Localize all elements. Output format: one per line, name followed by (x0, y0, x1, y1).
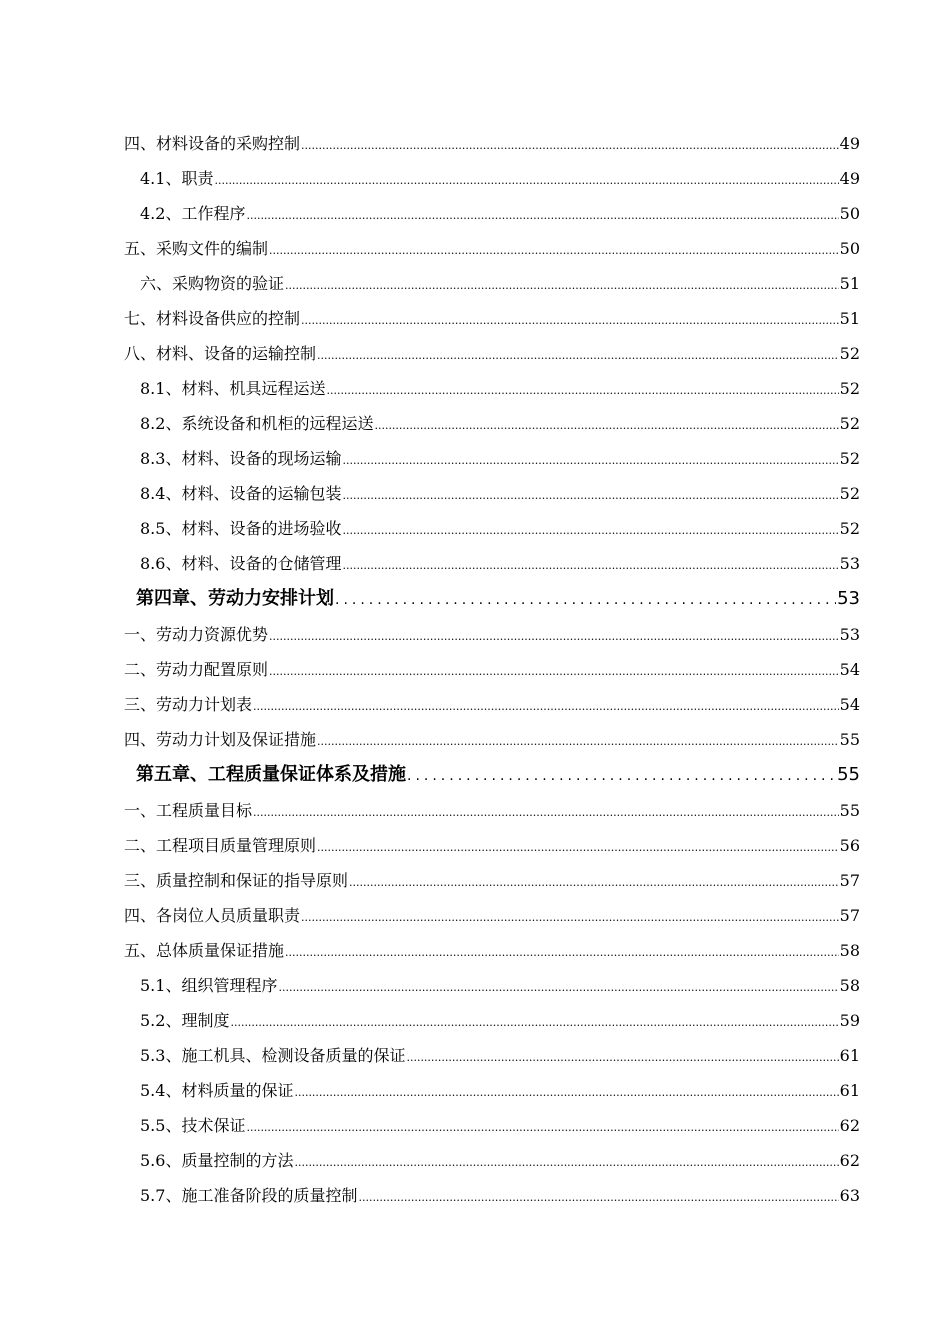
toc-dot-leader (342, 448, 838, 474)
toc-chapter-entry[interactable] (136, 586, 860, 612)
toc-dot-leader (407, 763, 836, 789)
toc-entry[interactable] (124, 868, 860, 894)
toc-dot-leader (335, 587, 836, 613)
toc-dot-leader (246, 1115, 838, 1141)
toc-dot-leader (326, 378, 838, 404)
toc-entry-page: 57 (839, 906, 860, 925)
toc-entry-label: 三、质量控制和保证的指导原则 (124, 871, 349, 890)
toc-entry-page: 63 (839, 1186, 860, 1205)
toc-entry-label: 4.2、工作程序 (140, 204, 246, 223)
toc-entry-label: 六、采购物资的验证 (140, 274, 285, 293)
toc-dot-leader (301, 905, 839, 931)
toc-entry[interactable] (124, 306, 860, 332)
toc-entry-page: 50 (839, 239, 860, 258)
toc-entry-page: 54 (839, 660, 860, 679)
toc-entry-label: 四、材料设备的采购控制 (124, 134, 301, 153)
toc-dot-leader (374, 413, 838, 439)
toc-entry-page: 59 (839, 1011, 860, 1030)
toc-entry-label: 三、劳动力计划表 (124, 695, 253, 714)
toc-dot-leader (349, 870, 839, 896)
toc-entry-label: 5.7、施工准备阶段的质量控制 (140, 1186, 358, 1205)
toc-dot-leader (269, 238, 839, 264)
toc-entry[interactable] (140, 1008, 860, 1034)
toc-dot-leader (358, 1185, 838, 1211)
toc-chapter-label: 第五章、工程质量保证体系及措施 (136, 764, 406, 785)
toc-entry-label: 一、工程质量目标 (124, 801, 253, 820)
toc-dot-leader (278, 975, 838, 1001)
toc-entry-page: 54 (839, 695, 860, 714)
toc-entry[interactable] (124, 622, 860, 648)
toc-chapter-label: 第四章、劳动力安排计划 (136, 588, 334, 609)
toc-entry[interactable] (124, 131, 860, 157)
toc-dot-leader (301, 308, 839, 334)
toc-entry-page: 49 (839, 169, 860, 188)
toc-entry[interactable] (124, 727, 860, 753)
toc-entry-label: 5.6、质量控制的方法 (140, 1151, 294, 1170)
toc-entry-page: 52 (839, 344, 860, 363)
toc-entry[interactable] (140, 973, 860, 999)
toc-entry[interactable] (140, 1183, 860, 1209)
toc-dot-leader (246, 203, 838, 229)
toc-entry-label: 5.2、理制度 (140, 1011, 230, 1030)
toc-dot-leader (294, 1150, 838, 1176)
toc-entry[interactable] (140, 1148, 860, 1174)
toc-dot-leader (342, 518, 838, 544)
toc-chapter-entry[interactable] (136, 762, 860, 788)
toc-entry[interactable] (140, 1043, 860, 1069)
toc-dot-leader (230, 1010, 838, 1036)
toc-entry-page: 55 (839, 801, 860, 820)
toc-dot-leader (294, 1080, 838, 1106)
toc-entry-page: 58 (839, 976, 860, 995)
toc-entry-label: 七、材料设备供应的控制 (124, 309, 301, 328)
toc-entry-page: 62 (839, 1116, 860, 1135)
toc-entry-label: 5.3、施工机具、检测设备质量的保证 (140, 1046, 406, 1065)
toc-dot-leader (285, 940, 839, 966)
toc-entry-label: 五、采购文件的编制 (124, 239, 269, 258)
toc-dot-leader (253, 800, 839, 826)
toc-entry-label: 8.1、材料、机具远程运送 (140, 379, 326, 398)
toc-entry[interactable] (140, 551, 860, 577)
toc-entry-label: 5.5、技术保证 (140, 1116, 246, 1135)
toc-entry-page: 52 (839, 379, 860, 398)
toc-entry-label: 8.2、系统设备和机柜的远程运送 (140, 414, 374, 433)
toc-entry[interactable] (140, 411, 860, 437)
toc-entry[interactable] (124, 692, 860, 718)
toc-entry-page: 51 (839, 309, 860, 328)
toc-entry-label: 二、工程项目质量管理原则 (124, 836, 317, 855)
toc-entry[interactable] (140, 376, 860, 402)
toc-entry[interactable] (140, 446, 860, 472)
toc-entry[interactable] (124, 341, 860, 367)
toc-entry-page: 61 (839, 1046, 860, 1065)
toc-entry-page: 53 (839, 625, 860, 644)
toc-entry-label: 5.1、组织管理程序 (140, 976, 278, 995)
toc-entry-page: 49 (839, 134, 860, 153)
toc-entry-label: 八、材料、设备的运输控制 (124, 344, 317, 363)
toc-entry-label: 8.4、材料、设备的运输包装 (140, 484, 342, 503)
toc-dot-leader (269, 624, 839, 650)
toc-entry-page: 57 (839, 871, 860, 890)
toc-entry-page: 58 (839, 941, 860, 960)
toc-dot-leader (317, 835, 839, 861)
toc-entry-label: 5.4、材料质量的保证 (140, 1081, 294, 1100)
toc-entry-label: 4.1、职责 (140, 169, 214, 188)
toc-dot-leader (317, 729, 839, 755)
toc-entry-label: 四、劳动力计划及保证措施 (124, 730, 317, 749)
toc-entry-label: 五、总体质量保证措施 (124, 941, 285, 960)
toc-entry-label: 8.5、材料、设备的进场验收 (140, 519, 342, 538)
toc-entry-page: 52 (839, 414, 860, 433)
toc-entry[interactable] (140, 1078, 860, 1104)
toc-dot-leader (342, 483, 838, 509)
toc-dot-leader (342, 553, 838, 579)
toc-entry-page: 50 (839, 204, 860, 223)
toc-entry-label: 一、劳动力资源优势 (124, 625, 269, 644)
toc-entry[interactable] (124, 236, 860, 262)
toc-chapter-page: 53 (837, 588, 860, 609)
toc-dot-leader (406, 1045, 838, 1071)
toc-entry-page: 61 (839, 1081, 860, 1100)
toc-entry-page: 52 (839, 449, 860, 468)
toc-entry-label: 8.6、材料、设备的仓储管理 (140, 554, 342, 573)
toc-entry[interactable] (140, 1113, 860, 1139)
toc-dot-leader (317, 343, 839, 369)
toc-entry[interactable] (140, 201, 860, 227)
toc-entry-page: 51 (839, 274, 860, 293)
toc-entry[interactable] (124, 833, 860, 859)
toc-entry-label: 二、劳动力配置原则 (124, 660, 269, 679)
toc-entry[interactable] (124, 938, 860, 964)
toc-dot-leader (214, 168, 838, 194)
toc-dot-leader (253, 694, 839, 720)
toc-entry[interactable] (140, 271, 860, 297)
toc-entry-page: 62 (839, 1151, 860, 1170)
toc-dot-leader (285, 273, 839, 299)
toc-entry[interactable] (124, 657, 860, 683)
toc-entry-label: 四、各岗位人员质量职责 (124, 906, 301, 925)
toc-entry[interactable] (140, 481, 860, 507)
toc-entry-page: 52 (839, 519, 860, 538)
toc-dot-leader (269, 659, 839, 685)
toc-entry[interactable] (124, 903, 860, 929)
toc-entry[interactable] (140, 516, 860, 542)
toc-entry-page: 56 (839, 836, 860, 855)
toc-entry-label: 8.3、材料、设备的现场运输 (140, 449, 342, 468)
toc-entry-page: 52 (839, 484, 860, 503)
toc-entry[interactable] (124, 798, 860, 824)
toc-entry-page: 53 (839, 554, 860, 573)
toc-entry[interactable] (140, 166, 860, 192)
toc-chapter-page: 55 (837, 764, 860, 785)
toc-dot-leader (301, 133, 839, 159)
toc-entry-page: 55 (839, 730, 860, 749)
